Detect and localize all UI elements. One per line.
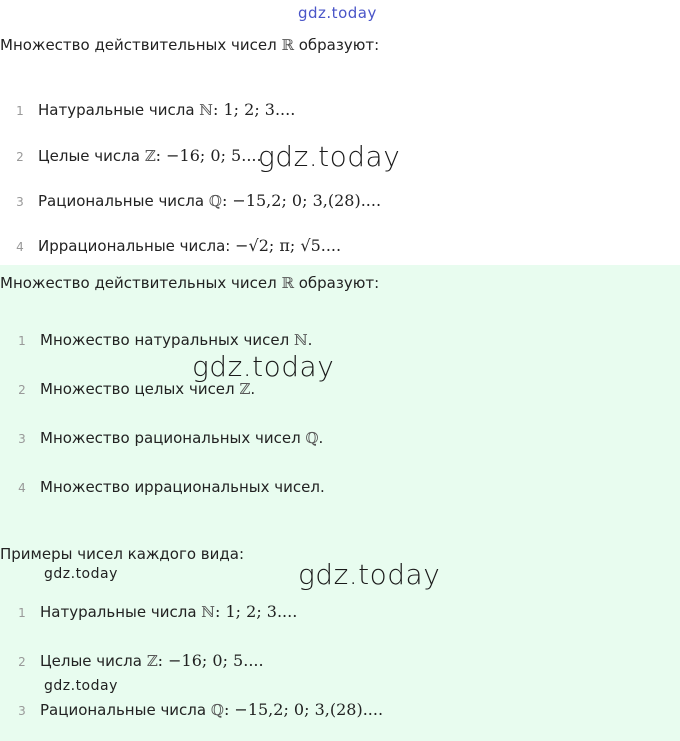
heading-text: Множество действительных чисел bbox=[0, 36, 282, 54]
item-number: 1 bbox=[18, 334, 26, 348]
heading-text-end: образуют: bbox=[293, 274, 380, 292]
section3-heading: Примеры чисел каждого вида: bbox=[0, 545, 245, 563]
item-number: 1 bbox=[18, 606, 26, 620]
watermark-top: gdz.today bbox=[298, 4, 377, 22]
natural-symbol: ℕ bbox=[201, 603, 215, 621]
item-label: Множество натуральных чисел bbox=[40, 331, 294, 349]
item-label: Целые числа bbox=[38, 147, 145, 165]
list-item bbox=[0, 602, 297, 621]
item-number: 2 bbox=[16, 150, 24, 164]
list-item bbox=[0, 191, 381, 210]
item-label: Множество целых чисел bbox=[40, 380, 240, 398]
item-label: Иррациональные числа: bbox=[38, 237, 236, 255]
item-number: 3 bbox=[16, 195, 24, 209]
item-label: Рациональные числа bbox=[38, 192, 209, 210]
heading-text-end: образуют: bbox=[293, 36, 380, 54]
item-number: 2 bbox=[18, 383, 26, 397]
item-period: . bbox=[250, 380, 256, 398]
item-label: Рациональные числа bbox=[40, 701, 211, 719]
item-label: Множество иррациональных чисел. bbox=[40, 478, 325, 496]
integer-symbol: ℤ bbox=[239, 380, 251, 398]
rational-symbol: ℚ bbox=[305, 429, 319, 447]
list-item bbox=[0, 651, 264, 670]
list-item bbox=[0, 100, 295, 119]
item-period: . bbox=[318, 429, 324, 447]
item-math: : −15,2; 0; 3,(28).... bbox=[221, 191, 382, 210]
watermark: gdz.today bbox=[44, 566, 118, 582]
watermark: gdz.today bbox=[192, 350, 335, 383]
rational-symbol: ℚ bbox=[208, 192, 222, 210]
list-item bbox=[0, 429, 323, 447]
list-item bbox=[0, 146, 262, 165]
item-math: : 1; 2; 3.... bbox=[213, 100, 296, 119]
item-label: Натуральные числа bbox=[38, 101, 200, 119]
natural-symbol: ℕ bbox=[199, 101, 213, 119]
heading-text: Множество действительных чисел bbox=[0, 274, 282, 292]
section2-heading bbox=[0, 274, 379, 292]
real-numbers-symbol: ℝ bbox=[281, 274, 294, 292]
item-number: 4 bbox=[18, 481, 26, 495]
list-item bbox=[0, 331, 312, 349]
item-number: 2 bbox=[18, 655, 26, 669]
integer-symbol: ℤ bbox=[146, 652, 158, 670]
real-numbers-symbol: ℝ bbox=[281, 36, 294, 54]
item-number: 4 bbox=[16, 240, 24, 254]
list-item bbox=[0, 700, 383, 719]
watermark: gdz.today bbox=[44, 678, 118, 694]
watermark: gdz.today bbox=[298, 558, 441, 591]
item-math: : −16; 0; 5.... bbox=[157, 651, 264, 670]
item-math: : 1; 2; 3.... bbox=[215, 602, 298, 621]
item-math: : −15,2; 0; 3,(28).... bbox=[223, 700, 384, 719]
natural-symbol: ℕ bbox=[293, 331, 308, 349]
section1-heading bbox=[0, 36, 379, 54]
integer-symbol: ℤ bbox=[144, 147, 156, 165]
list-item bbox=[0, 478, 325, 496]
list-item bbox=[0, 236, 341, 255]
item-number: 1 bbox=[16, 104, 24, 118]
item-period: . bbox=[307, 331, 313, 349]
item-label: Множество рациональных чисел bbox=[40, 429, 306, 447]
item-label: Натуральные числа bbox=[40, 603, 202, 621]
item-number: 3 bbox=[18, 704, 26, 718]
item-math: : −16; 0; 5.... bbox=[155, 146, 262, 165]
item-math: −√2; π; √5.... bbox=[235, 236, 342, 255]
rational-symbol: ℚ bbox=[210, 701, 224, 719]
item-number: 3 bbox=[18, 432, 26, 446]
watermark: gdz.today bbox=[258, 140, 401, 173]
item-label: Целые числа bbox=[40, 652, 147, 670]
